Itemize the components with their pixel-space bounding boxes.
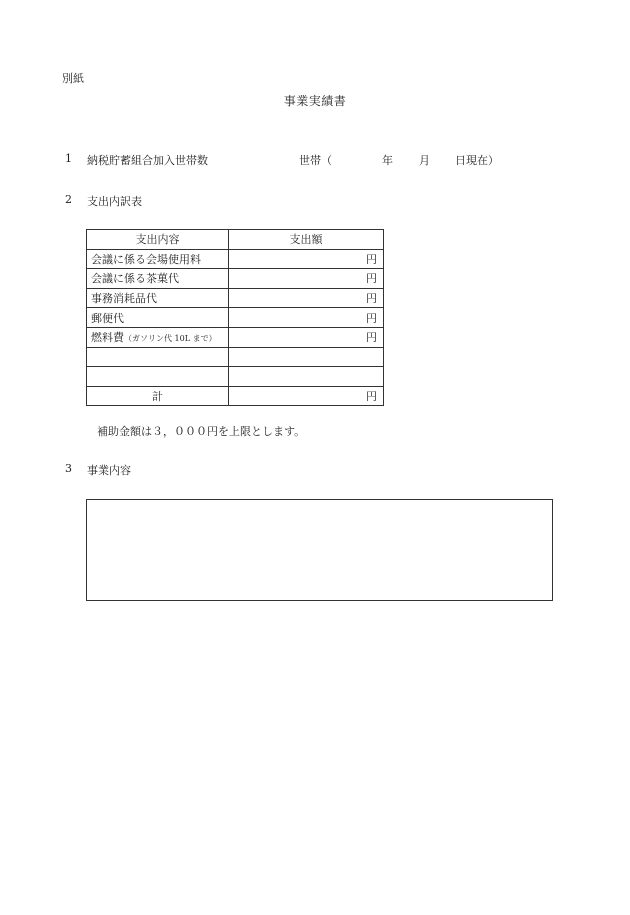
expense-item-cell xyxy=(87,288,229,308)
expense-item-cell xyxy=(87,269,229,289)
table-row xyxy=(87,249,384,269)
business-content-box[interactable] xyxy=(86,499,553,601)
expense-item: 燃料費 xyxy=(91,331,124,345)
expense-item-cell[interactable] xyxy=(87,367,229,387)
attachment-label: 別紙 xyxy=(62,72,84,85)
expense-item-cell xyxy=(87,249,229,269)
expense-amount-cell[interactable] xyxy=(229,367,384,387)
expense-item: 郵便代 xyxy=(91,311,124,325)
table-row xyxy=(87,347,384,367)
year-label: 年 xyxy=(382,154,393,167)
expense-item: 事務消耗品代 xyxy=(91,292,157,306)
section2-number: 2 xyxy=(65,193,72,206)
table-header-row xyxy=(87,230,384,250)
total-amount-cell: 円 xyxy=(229,386,384,406)
expense-item: 会議に係る茶菓代 xyxy=(91,272,179,286)
expense-amount-cell: 円 xyxy=(229,308,384,328)
expense-item-note: （ガソリン代 10L まで） xyxy=(124,334,217,344)
section1-label: 納税貯蓄組合加入世帯数 xyxy=(87,154,208,167)
expense-amount-cell: 円 xyxy=(229,327,384,347)
expense-amount-cell: 円 xyxy=(229,288,384,308)
table-row xyxy=(87,308,384,328)
expense-amount-cell[interactable] xyxy=(229,347,384,367)
section3-label: 事業内容 xyxy=(87,464,131,477)
section1-number: 1 xyxy=(65,152,72,165)
section3-number: 3 xyxy=(65,462,72,475)
expense-item-cell[interactable] xyxy=(87,347,229,367)
month-label: 月 xyxy=(419,154,430,167)
header-expense-amount: 支出額 xyxy=(229,230,384,250)
expense-amount-cell: 円 xyxy=(229,249,384,269)
expense-breakdown-table xyxy=(86,229,384,406)
expense-item: 会議に係る会場使用料 xyxy=(91,252,201,266)
expense-item-cell xyxy=(87,308,229,328)
table-row xyxy=(87,288,384,308)
table-row xyxy=(87,327,384,347)
section2-label: 支出内訳表 xyxy=(87,195,142,208)
expense-item-cell xyxy=(87,327,229,347)
header-expense-item: 支出内容 xyxy=(87,230,229,250)
households-count-label: 世帯（ xyxy=(299,154,332,167)
expense-amount-cell: 円 xyxy=(229,269,384,289)
day-as-of-label: 日現在） xyxy=(455,154,499,167)
total-label: 計 xyxy=(87,386,229,406)
table-total-row xyxy=(87,386,384,406)
subsidy-limit-note: 補助金額は３，０００円を上限とします。 xyxy=(97,425,306,438)
table-row xyxy=(87,367,384,387)
document-title: 事業実績書 xyxy=(283,94,347,108)
table-row xyxy=(87,269,384,289)
